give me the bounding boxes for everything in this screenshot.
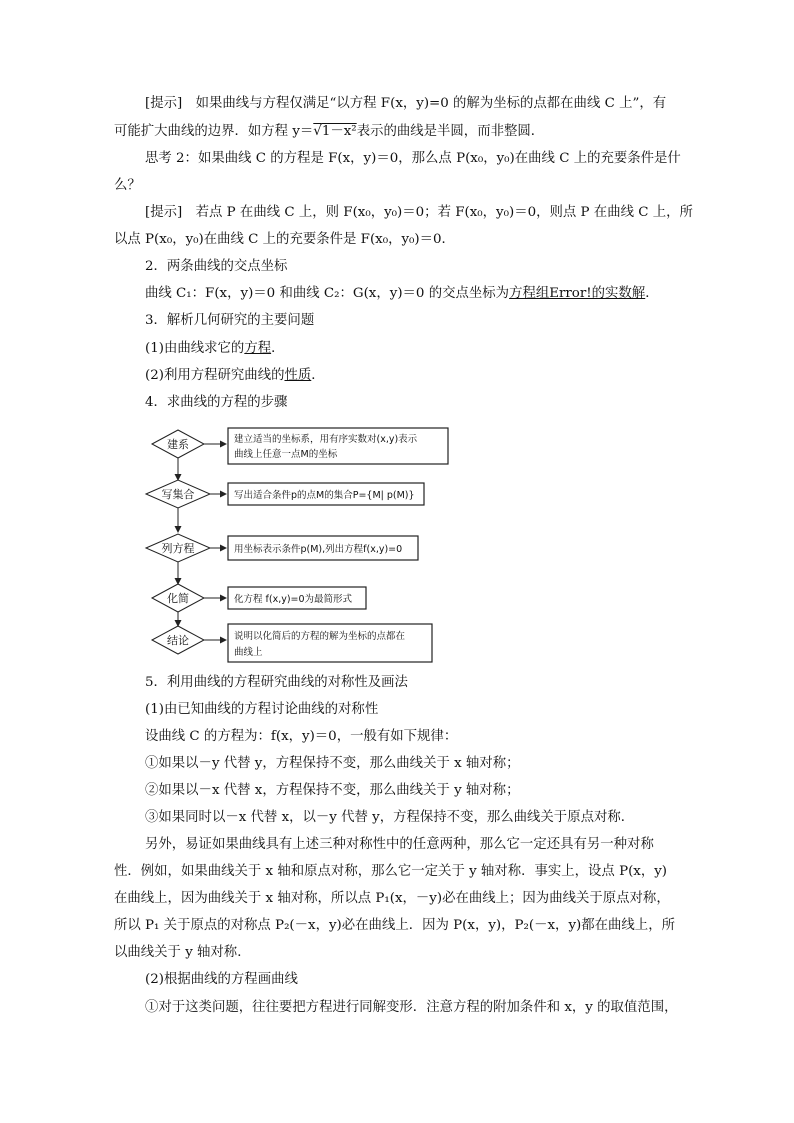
underlined-answer: 方程组Error!的实数解 — [509, 286, 646, 301]
step-desc: 建立适当的坐标系，用有序实数对(x,y)表示 — [234, 434, 418, 445]
step-label: 化简 — [167, 592, 189, 605]
line-6: 以点 P(x₀，y₀)在曲线 C 上的充要条件是 F(x₀，y₀)＝0． — [114, 232, 455, 247]
line-22: 所以 P₁ 关于原点的对称点 P₂(－x，y)必在曲线上．因为 P(x，y)，P₂(－x，y)都在曲线上，所 — [114, 918, 675, 933]
line-9: 3．解析几何研究的主要问题 — [145, 313, 315, 328]
line-11-pre: (2)利用方程研究曲线的 — [145, 368, 285, 383]
line-7: 2．两条曲线的交点坐标 — [145, 259, 288, 274]
line-8-post: ． — [645, 286, 659, 301]
underlined-answer: 性质 — [284, 368, 312, 383]
step-desc: 写出适合条件p的点M的集合P={M| p(M)} — [234, 490, 415, 501]
underlined-answer: 方程 — [244, 341, 272, 356]
line-12: 4．求曲线的方程的步骤 — [145, 395, 288, 410]
line-21: 在曲线上，因为曲线关于 x 轴对称，所以点 P₁(x，－y)必在曲线上；因为曲线关于原点对称， — [114, 891, 670, 906]
line-10 — [145, 340, 682, 358]
step-desc: 曲线上任意一点M的坐标 — [234, 449, 338, 460]
line-17: ②如果以－x 代替 x，方程保持不变，那么曲线关于 y 轴对称； — [145, 783, 520, 798]
line-2-pre: 可能扩大曲线的边界．如方程 y＝ — [114, 124, 314, 139]
line-16: ①如果以－y 代替 y，方程保持不变，那么曲线关于 x 轴对称； — [145, 756, 520, 771]
line-11 — [145, 367, 682, 385]
line-15: 设曲线 C 的方程为：f(x，y)＝0，一般有如下规律： — [145, 729, 458, 744]
flowchart — [140, 420, 460, 670]
line-1: [提示] 如果曲线与方程仅满足“以方程 F(x，y)=0 的解为坐标的点都在曲线 C 上”，有 — [145, 96, 667, 111]
step-desc: 曲线上 — [234, 647, 263, 658]
line-20: 性．例如，如果曲线关于 x 轴和原点对称，那么它一定关于 y 轴对称．事实上，设点 P(x，y) — [114, 864, 668, 879]
line-18: ③如果同时以－x 代替 x，以－y 代替 y，方程保持不变，那么曲线关于原点对称． — [145, 810, 635, 825]
line-4: 么？ — [114, 178, 141, 193]
line-10-post: ． — [271, 341, 285, 356]
step-desc: 用坐标表示条件p(M),列出方程f(x,y)=0 — [234, 544, 403, 555]
step-desc: 化方程 f(x,y)=0为最简形式 — [234, 594, 353, 605]
step-label: 结论 — [167, 634, 189, 647]
line-24: (2)根据曲线的方程画曲线 — [145, 972, 298, 987]
line-14: (1)由已知曲线的方程讨论曲线的对称性 — [145, 702, 379, 717]
step-label: 写集合 — [161, 488, 195, 501]
line-13: 5．利用曲线的方程研究曲线的对称性及画法 — [145, 675, 408, 690]
step-label: 列方程 — [161, 542, 195, 555]
step-label: 建系 — [167, 438, 189, 451]
sqrt-expression: √1－x² — [313, 124, 357, 139]
line-2 — [114, 123, 682, 141]
line-23: 以曲线关于 y 轴对称． — [114, 945, 251, 960]
line-25: ①对于这类问题，往往要把方程进行同解变形．注意方程的附加条件和 x，y 的取值范围， — [145, 1000, 678, 1015]
line-10-pre: (1)由曲线求它的 — [145, 341, 245, 356]
line-5: [提示] 若点 P 在曲线 C 上，则 F(x₀，y₀)＝0；若 F(x₀，y₀)＝0，则点 P 在曲线 C 上，所 — [145, 205, 693, 220]
line-11-post: ． — [311, 368, 325, 383]
line-8-pre: 曲线 C₁：F(x，y)＝0 和曲线 C₂：G(x，y)＝0 的交点坐标为 — [145, 286, 510, 301]
step-desc: 说明以化简后的方程的解为坐标的点都在 — [234, 631, 406, 642]
line-8 — [145, 285, 682, 303]
line-2-post: 表示的曲线是半圆，而非整圆． — [356, 124, 545, 139]
line-19: 另外，易证如果曲线具有上述三种对称性中的任意两种，那么它一定还具有另一种对称 — [145, 837, 654, 852]
line-3: 思考 2：如果曲线 C 的方程是 F(x，y)＝0，那么点 P(x₀，y₀)在曲线 C 上的充要条件是什 — [145, 151, 681, 166]
